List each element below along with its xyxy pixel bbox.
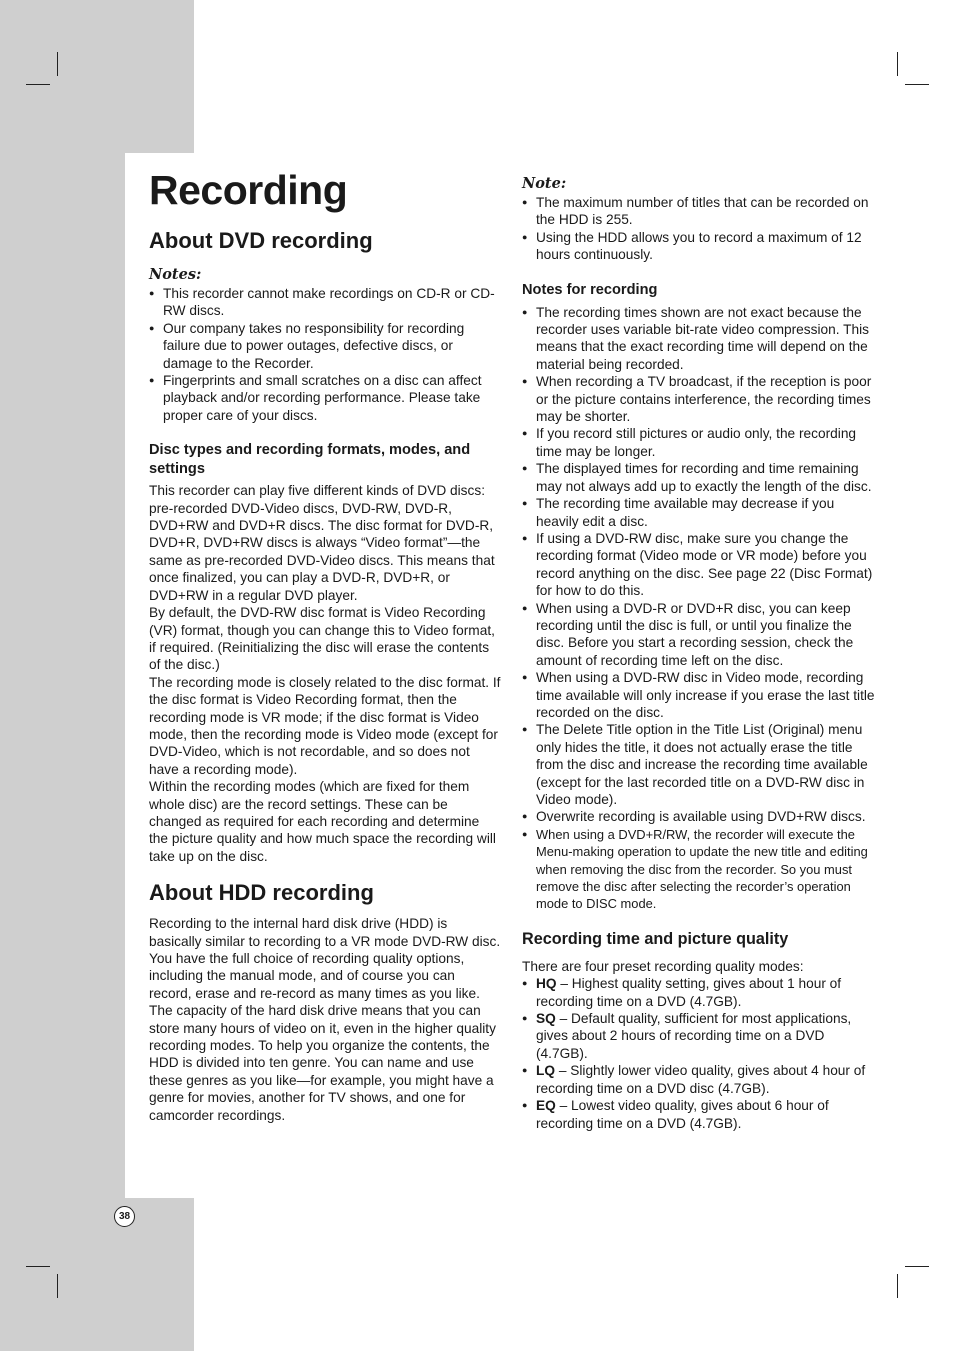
mode-description: – Highest quality setting, gives about 1 hour of recording time on a DVD (4.7GB).	[536, 976, 842, 1009]
list-item: ● When using a DVD-R or DVD+R disc, you can keep recording until the disc is full, or until you finalize the disc. Before you start a recording session, check the amount of recording time left on the disc.	[522, 600, 878, 670]
crop-mark	[905, 84, 929, 85]
hdd-recording-heading: About HDD recording	[149, 880, 374, 906]
crop-mark	[57, 1274, 58, 1298]
left-column	[149, 227, 501, 1124]
mode-description: – Slightly lower video quality, gives about 4 hour of recording time on a DVD disc (4.7GB).	[536, 1063, 866, 1096]
list-item: ● If you record still pictures or audio only, the recording time may be longer.	[522, 425, 878, 460]
mode-description: – Lowest video quality, gives about 6 hour of recording time on a DVD (4.7GB).	[536, 1098, 829, 1131]
mode-description: – Default quality, sufficient for most applications, gives about 2 hours of recording time on a DVD (4.7GB).	[536, 1011, 852, 1061]
quality-modes-list	[522, 975, 878, 1132]
left-margin-band-bottom	[0, 1198, 194, 1351]
list-item: ● The Delete Title option in the Title List (Original) menu only hides the title, it does not actually erase the title from the disc and increase the recording time available (except for the last recorded title on a DVD-RW disc in Video mode).	[522, 721, 878, 808]
crop-mark	[897, 52, 898, 76]
list-item	[522, 1062, 878, 1097]
notes-for-recording-heading: Notes for recording	[522, 281, 658, 298]
hdd-notes-list	[522, 194, 878, 264]
list-item: ● If using a DVD-RW disc, make sure you change the recording format (Video mode or VR mode) before you record anything on the disc. See page 22 (Disc Format) for how to do this.	[522, 530, 878, 600]
list-item: ● The maximum number of titles that can be recorded on the HDD is 255.	[522, 194, 878, 229]
list-item: ● When using a DVD+R/RW, the recorder will execute the Menu-making operation to update the new title and editing when removing the disc from the recorder. So you must remove the disc after selecting the recorder’s operation mode to DISC mode.	[522, 826, 878, 913]
disc-types-paragraph: By default, the DVD-RW disc format is Video Recording (VR) format, though you can change this to Video format, if required. (Reinitializing the disc will erase the contents of the disc.)	[149, 605, 495, 673]
mode-code: EQ	[536, 1098, 556, 1114]
list-item	[522, 1097, 878, 1132]
list-item: ● The recording times shown are not exact because the recorder uses variable bit-rate video compression. This means that the exact recording time will depend on the material being recorded.	[522, 304, 878, 374]
list-item: ● Our company takes no responsibility for recording failure due to power outages, defective discs, or damage to the Recorder.	[149, 320, 501, 372]
right-column	[522, 174, 878, 1132]
crop-mark	[26, 1266, 50, 1267]
disc-types-paragraph: Within the recording modes (which are fixed for them whole disc) are the record settings. These can be changed as required for each recording and determine the picture quality and how much space the recording will take up on the disc.	[149, 779, 496, 864]
dvd-notes-list	[149, 285, 501, 424]
crop-mark	[897, 1274, 898, 1298]
notes-label: Notes:	[149, 266, 202, 283]
page-title: Recording	[149, 167, 348, 213]
list-item	[522, 1010, 878, 1062]
disc-types-paragraph: This recorder can play five different kinds of DVD discs: pre-recorded DVD-Video discs, DVD-RW, DVD-R, DVD+RW and DVD+R discs. The disc format for DVD-R, DVD+R, DVD+RW discs is always “Video format”—the same as pre-recorded DVD-Video discs. This means that once finalized, you can play a DVD-R, DVD+R, or DVD+RW in a regular DVD player.	[149, 483, 495, 603]
crop-mark	[905, 1266, 929, 1267]
hdd-paragraph: Recording to the internal hard disk drive (HDD) is basically similar to recording to a VR mode DVD-RW disc. You have the full choice of recording quality options, including the manual mode, and of course you can record, erase and re-record as many times as you like. The capacity of the hard disk drive means that you can store many hours of video on it, even in the higher quality recording modes. To help you organize the contents, the HDD is divided into ten genre. You can name and use these genres as you like—for example, you might have a genre for movies, another for TV shows, and one for camcorder recordings.	[149, 916, 501, 1123]
dvd-recording-heading: About DVD recording	[149, 228, 373, 253]
list-item: ● This recorder cannot make recordings on CD-R or CD-RW discs.	[149, 285, 501, 320]
list-item: ● The recording time available may decrease if you heavily edit a disc.	[522, 495, 878, 530]
list-item	[522, 975, 878, 1010]
crop-mark	[57, 52, 58, 76]
list-item: ● Using the HDD allows you to record a maximum of 12 hours continuously.	[522, 229, 878, 264]
mode-code: HQ	[536, 976, 557, 992]
note-label: Note:	[522, 175, 567, 192]
list-item: ● When using a DVD-RW disc in Video mode, recording time available will only increase if you erase the last title recorded on the disc.	[522, 669, 878, 721]
list-item: ● The displayed times for recording and time remaining may not always add up to exactly the length of the disc.	[522, 460, 878, 495]
mode-code: SQ	[536, 1011, 556, 1027]
list-item: ● Overwrite recording is available using DVD+RW discs.	[522, 808, 878, 825]
left-margin-band	[0, 153, 125, 1199]
recording-quality-heading: Recording time and picture quality	[522, 929, 789, 948]
page-number: 38	[114, 1206, 135, 1227]
list-item: ● When recording a TV broadcast, if the reception is poor or the picture contains interference, the recording times may be shorter.	[522, 373, 878, 425]
crop-mark	[26, 84, 50, 85]
list-item: ● Fingerprints and small scratches on a disc can affect playback and/or recording performance. Please take proper care of your discs.	[149, 372, 501, 424]
left-margin-band-top	[0, 0, 194, 153]
mode-code: LQ	[536, 1063, 556, 1079]
quality-intro: There are four preset recording quality modes:	[522, 958, 804, 974]
disc-types-heading: Disc types and recording formats, modes, and settings	[149, 442, 471, 478]
recording-notes-list	[522, 304, 878, 913]
disc-types-paragraph: The recording mode is closely related to the disc format. If the disc format is Video Recording format, then the recording mode is VR mode; if the disc format is Video mode, then the recording mode is Video mode (except for DVD-Video, which is not recordable, and so does not have a recording mode).	[149, 674, 501, 777]
